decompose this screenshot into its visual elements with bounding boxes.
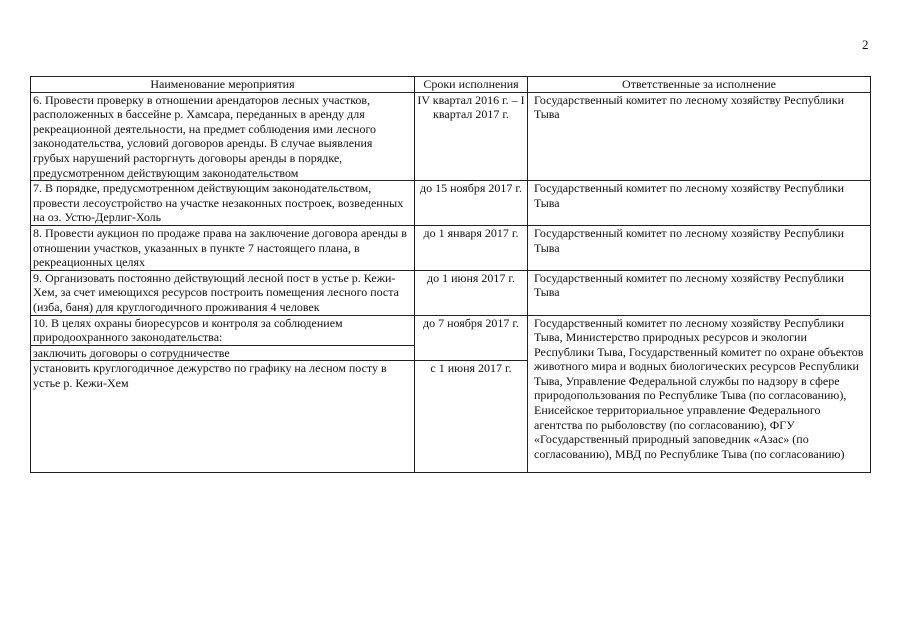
row-subitem: установить круглогодичное дежурство по графику на лесном посту в устье р. Кежи-Хем xyxy=(31,361,415,473)
table-row xyxy=(31,315,871,345)
row-responsible: Государственный комитет по лесному хозяйству Республики Тыва xyxy=(528,92,871,181)
table-header-row xyxy=(31,77,871,93)
table-row xyxy=(31,181,871,226)
header-responsible: Ответственные за исполнение xyxy=(528,77,871,93)
row-deadline: до 7 ноября 2017 г. xyxy=(415,315,528,361)
row-responsible: Государственный комитет по лесному хозяйству Республики Тыва, Министерство природных ресурсов и экологии Республики Тыва, Государственный комитет по охране объектов животного мира и водных биологических ресурсов Республики Тыва, Управление Федеральной службы по надзору в сфере природопользования по Республике Тыва (по согласованию), Енисейское территориальное управление Федерального агентства по рыболовству (по согласованию), ФГУ «Государственный природный заповедник «Азас» (по согласованию), МВД по Республике Тыва (по согласованию) xyxy=(528,315,871,473)
row-name: 10. В целях охраны биоресурсов и контроля за соблюдением природоохранного законодательства: xyxy=(31,315,415,345)
action-plan-table xyxy=(30,76,871,473)
table-row xyxy=(31,225,871,270)
row-name: 7. В порядке, предусмотренном действующим законодательством, провести лесоустройство на участке незаконных построек, возведенных на оз. Устю-Дерлиг-Холь xyxy=(31,181,415,226)
row-deadline: до 1 января 2017 г. xyxy=(415,225,528,270)
row-name: 8. Провести аукцион по продаже права на заключение договора аренды в отношении участков, указанных в пункте 7 настоящего плана, в рекреационных целях xyxy=(31,225,415,270)
row-responsible: Государственный комитет по лесному хозяйству Республики Тыва xyxy=(528,270,871,315)
row-responsible: Государственный комитет по лесному хозяйству Республики Тыва xyxy=(528,181,871,226)
row-deadline: с 1 июня 2017 г. xyxy=(415,361,528,473)
page-number: 2 xyxy=(862,37,869,52)
table-row xyxy=(31,92,871,181)
row-deadline: до 15 ноября 2017 г. xyxy=(415,181,528,226)
row-responsible: Государственный комитет по лесному хозяйству Республики Тыва xyxy=(528,225,871,270)
header-name: Наименование мероприятия xyxy=(31,77,415,93)
row-name: 9. Организовать постоянно действующий лесной пост в устье р. Кежи-Хем, за счет имеющихся ресурсов построить помещения лесного поста (изба, баня) для круглогодичного проживания 4 человек xyxy=(31,270,415,315)
header-deadline: Сроки исполнения xyxy=(415,77,528,93)
row-deadline: до 1 июня 2017 г. xyxy=(415,270,528,315)
row-deadline: IV квартал 2016 г. – I квартал 2017 г. xyxy=(415,92,528,181)
table-row xyxy=(31,270,871,315)
row-name: 6. Провести проверку в отношении арендаторов лесных участков, расположенных в бассейне р. Хамсара, переданных в аренду для рекреационной деятельности, на предмет соблюдения ими лесного законодательства, условий договоров аренды. В случае выявления грубых нарушений расторгнуть договоры аренды в порядке, предусмотренном действующим законодательством xyxy=(31,92,415,181)
row-subitem: заключить договоры о сотрудничестве xyxy=(31,345,415,361)
